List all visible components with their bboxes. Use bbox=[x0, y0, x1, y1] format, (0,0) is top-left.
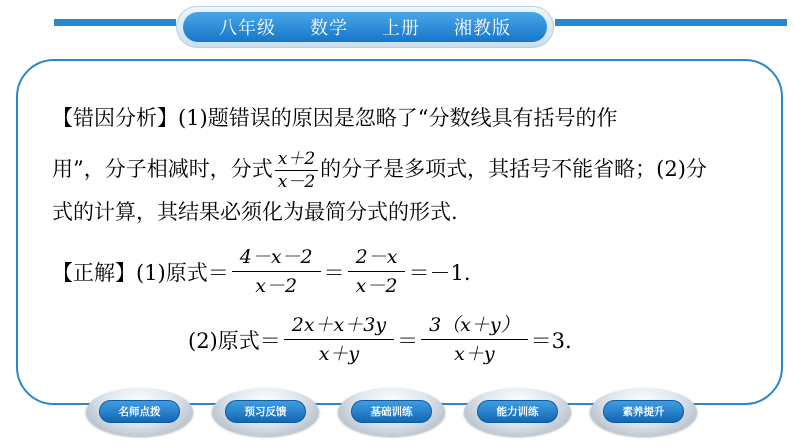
analysis-text-2b: 的分子是多项式，其括号不能省略；(2)分 bbox=[320, 157, 707, 181]
analysis-text-3: 式的计算，其结果必须化为最简分式的形式. bbox=[52, 200, 458, 224]
solution-2-fraction-2 bbox=[421, 314, 528, 365]
header-rule-right bbox=[555, 19, 787, 26]
nav-button-tips[interactable] bbox=[86, 388, 193, 436]
nav-button-literacy[interactable] bbox=[590, 388, 697, 436]
nav-label-basic: 基础训练 bbox=[370, 406, 413, 418]
solution-2-result: ＝3. bbox=[530, 328, 572, 353]
solution-1-label: 【正解】(1)原式＝ bbox=[52, 260, 229, 285]
solution-2-fraction-2-denominator: x＋y bbox=[454, 343, 495, 365]
solution-1-fraction-1 bbox=[232, 246, 321, 297]
solution-2-fraction-1-denominator: x＋y bbox=[318, 343, 360, 365]
nav-button-ability[interactable] bbox=[464, 388, 571, 436]
nav-button-preview[interactable] bbox=[212, 388, 319, 436]
solution-1-fraction-1-denominator: x－2 bbox=[255, 275, 298, 297]
analysis-fraction bbox=[275, 150, 318, 191]
header-grade: 八年级 bbox=[219, 18, 276, 39]
header-banner-inner bbox=[183, 12, 547, 42]
solution-1-result: ＝－1. bbox=[408, 260, 471, 285]
solution-1-equals: ＝ bbox=[323, 260, 345, 285]
solution-1-fraction-2-denominator: x－2 bbox=[355, 275, 398, 297]
analysis-line-3 bbox=[52, 196, 752, 228]
analysis-text-2a: 用”，分子相减时，分式 bbox=[52, 157, 273, 181]
nav-pill-tips bbox=[99, 400, 180, 423]
header-rule-left bbox=[54, 19, 176, 26]
solution-2-fraction-2-numerator: 3（x＋y） bbox=[421, 314, 528, 340]
nav-label-preview: 预习反馈 bbox=[244, 406, 287, 418]
nav-label-tips: 名师点拨 bbox=[118, 406, 161, 418]
nav-pill-basic bbox=[351, 400, 432, 423]
solution-2-fraction-1-numerator: 2x＋x＋3y bbox=[284, 314, 394, 340]
analysis-line-2 bbox=[52, 150, 752, 191]
nav-label-literacy: 素养提升 bbox=[622, 406, 665, 418]
header-banner bbox=[176, 6, 554, 48]
solution-1-fraction-1-numerator: 4－x－2 bbox=[232, 246, 321, 272]
analysis-fraction-denominator: x－2 bbox=[277, 172, 316, 192]
solution-2-equals: ＝ bbox=[397, 328, 419, 353]
nav-pill-ability bbox=[477, 400, 558, 423]
nav-button-basic[interactable] bbox=[338, 388, 445, 436]
solution-2-fraction-1 bbox=[284, 314, 394, 365]
analysis-fraction-numerator: x＋2 bbox=[275, 150, 318, 171]
nav-pill-literacy bbox=[603, 400, 684, 423]
solution-1-fraction-2 bbox=[348, 246, 406, 297]
solution-part-1 bbox=[52, 246, 471, 297]
nav-label-ability: 能力训练 bbox=[496, 406, 539, 418]
solution-2-label: (2)原式＝ bbox=[188, 328, 281, 353]
header-volume: 上册 bbox=[382, 18, 420, 39]
solution-part-2 bbox=[188, 314, 572, 365]
analysis-line-1 bbox=[52, 102, 752, 134]
solution-1-fraction-2-numerator: 2－x bbox=[348, 246, 406, 272]
header-subject: 数学 bbox=[310, 18, 348, 39]
nav-pill-preview bbox=[225, 400, 306, 423]
analysis-text-1: 【错因分析】(1)题错误的原因是忽略了“分数线具有括号的作 bbox=[52, 106, 618, 130]
header-edition: 湘教版 bbox=[454, 18, 511, 39]
